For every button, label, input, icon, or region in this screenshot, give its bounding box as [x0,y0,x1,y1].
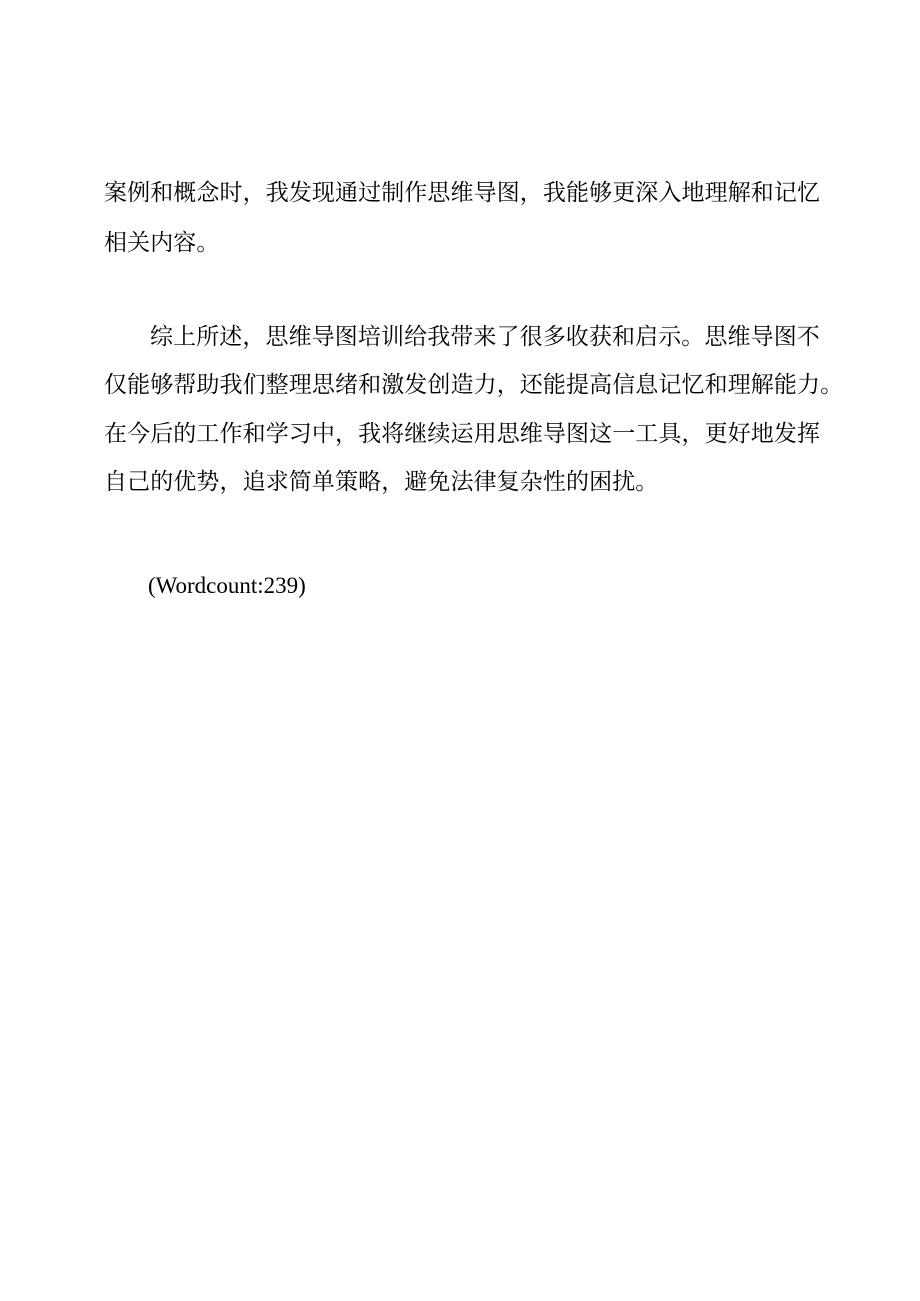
paragraph-line: 相关内容。 [104,230,220,256]
paragraph-line: 仅能够帮助我们整理思绪和激发创造力，还能提高信息记忆和理解能力。 [104,372,844,398]
paragraph-line: 案例和概念时，我发现通过制作思维导图，我能够更深入地理解和记忆 [104,180,821,206]
paragraph-line: 在今后的工作和学习中，我将继续运用思维导图这一工具，更好地发挥 [104,421,821,447]
word-count: (Wordcount:239) [148,573,306,598]
paragraph-line: 自己的优势，追求简单策略，避免法律复杂性的困扰。 [104,469,659,495]
paragraph-line: 综上所述，思维导图培训给我带来了很多收获和启示。思维导图不 [150,324,820,350]
